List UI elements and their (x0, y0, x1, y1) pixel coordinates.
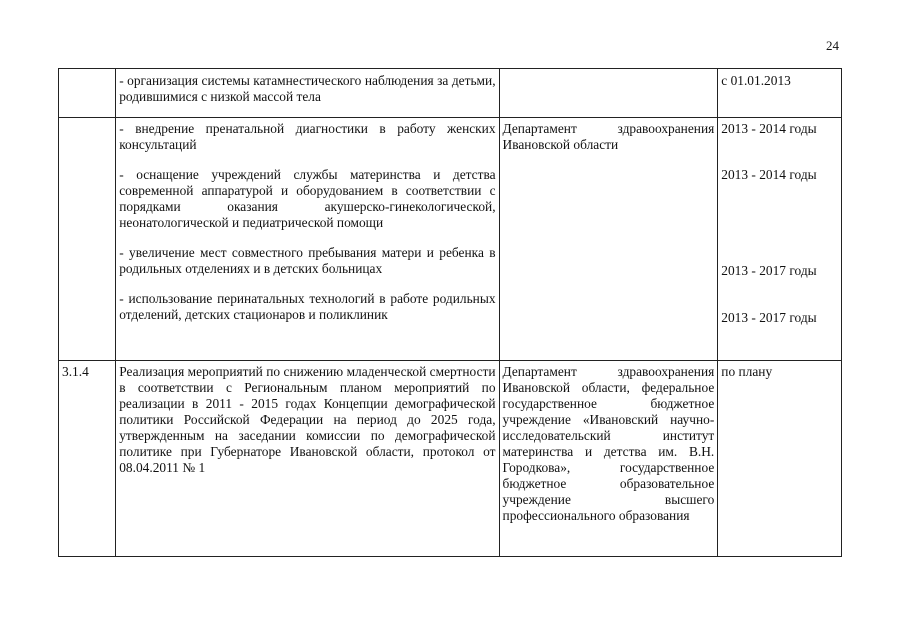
date-item: 2013 - 2017 годы (721, 310, 817, 325)
activity-cell (116, 118, 499, 361)
dates-cell (718, 69, 842, 118)
executor-cell: Департамент здравоохранения Ивановской области (499, 118, 718, 361)
activity-item: - использование перинатальных технологий в работе родильных отделений, детских стационаров и поликлиник (119, 291, 496, 322)
row-number: 3.1.4 (59, 361, 116, 557)
table-row (59, 361, 842, 557)
table-row (59, 118, 842, 361)
activity-item: - организация системы катамнестического наблюдения за детьми, родившимися с низкой массой тела (119, 73, 496, 104)
measures-table (58, 68, 842, 557)
executor-cell: Департамент здравоохранения Ивановской области, федеральное государственное бюджетное учреждение «Ивановский научно-исследовательский институт материнства и детства им. В.Н. Городкова», государственное бюджетное образовательное учреждение высшего профессионального образования (499, 361, 718, 557)
dates-cell (718, 118, 842, 361)
date-item: 2013 - 2014 годы (721, 167, 817, 182)
date-item: по плану (721, 364, 773, 379)
activity-cell (116, 69, 499, 118)
activity-item: - оснащение учреждений службы материнства и детства современной аппаратурой и оборудованием в соответствии с порядками оказания акушерско-гинекологической, неонатологической и педиатрической помощи (119, 167, 496, 230)
row-number (59, 118, 116, 361)
date-item: 2013 - 2017 годы (721, 263, 817, 278)
activity-cell (116, 361, 499, 557)
date-item: с 01.01.2013 (721, 73, 791, 88)
activity-item: - увеличение мест совместного пребывания матери и ребенка в родильных отделениях и в детских больницах (119, 245, 496, 276)
page-number: 24 (826, 38, 839, 53)
executor-cell (499, 69, 718, 118)
table-row (59, 69, 842, 118)
date-item: 2013 - 2014 годы (721, 121, 817, 136)
activity-item: - внедрение пренатальной диагностики в работу женских консультаций (119, 121, 496, 152)
activity-item: Реализация мероприятий по снижению младенческой смертности в соответствии с Региональным планом мероприятий по реализации в 2011 - 2015 годах Концепции демографической политики Российской Федерации на период до 2025 года, утвержденным на заседании комиссии по демографической политике при Губернаторе Ивановской области, протокол от 08.04.2011 № 1 (119, 364, 496, 475)
row-number (59, 69, 116, 118)
dates-cell (718, 361, 842, 557)
